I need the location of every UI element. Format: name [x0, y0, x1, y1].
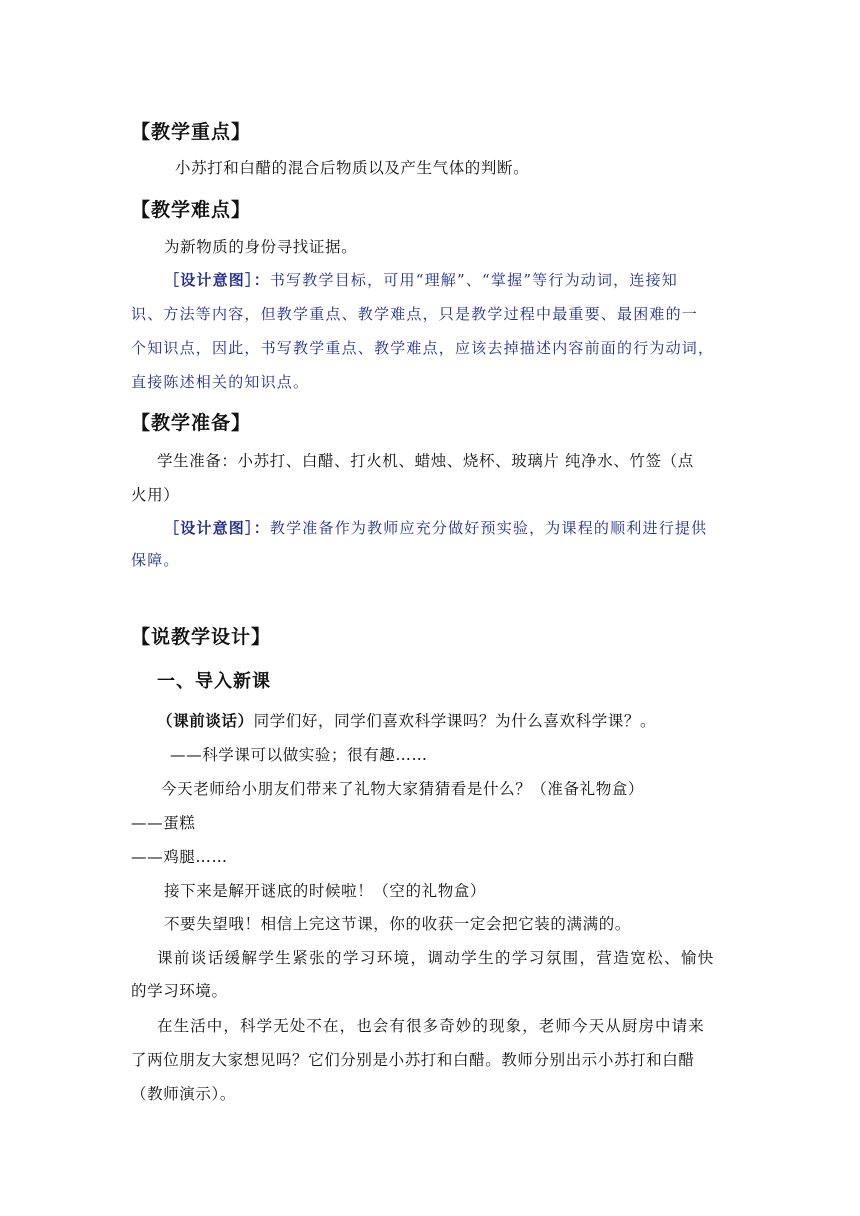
- design-intent-note-1: [164, 269, 678, 290]
- design-intent-line: 书写教学目标，可用“理解”、“掌握”等行为动词，连接知: [269, 271, 678, 289]
- heading-preparation: 【教学准备】: [131, 412, 252, 434]
- design-intent-line: 教学准备作为教师应充分做好预实验，为课程的顺利进行提供: [269, 519, 708, 537]
- preparation-text-line: 火用）: [131, 486, 180, 504]
- intro-dialogue: [157, 709, 656, 731]
- heading-difficulties: 【教学难点】: [131, 199, 252, 221]
- design-intent-line: 识、方法等内容，但教学重点、教学难点，只是教学过程中最重要、最困难的一: [131, 305, 699, 323]
- design-intent-line: 个知识点，因此，书写教学重点、教学难点，应该去掉描述内容前面的行为动词，: [131, 339, 715, 357]
- paragraph-line: 今天老师给小朋友们带来了礼物大家猜猜看是什么？（准备礼物盒）: [161, 780, 645, 798]
- paragraph-line: 了两位朋友大家想见吗？它们分别是小苏打和白醋。教师分别出示小苏打和白醋: [131, 1051, 695, 1069]
- intro-label: （课前谈话）: [157, 711, 254, 730]
- preparation-text-line: 学生准备：小苏打、白醋、打火机、蜡烛、烧杯、玻璃片 纯净水、竹签（点: [157, 452, 694, 470]
- paragraph-line: ——鸡腿……: [131, 848, 228, 866]
- paragraph-line: （教师演示）。: [131, 1085, 236, 1103]
- paragraph-line: ——科学课可以做实验；很有趣……: [170, 746, 428, 764]
- paragraph-line: ——蛋糕: [131, 814, 196, 832]
- design-intent-label: ［设计意图］：: [164, 519, 270, 537]
- difficulties-text: 为新物质的身份寻找证据。: [164, 238, 358, 256]
- key-points-text: 小苏打和白醋的混合后物质以及产生气体的判断。: [175, 159, 530, 177]
- design-intent-note-2: [164, 517, 707, 538]
- heading-design: 【说教学设计】: [131, 626, 272, 648]
- paragraph-line: 接下来是解开谜底的时候啦！（空的礼物盒）: [164, 882, 487, 900]
- design-intent-line: 直接陈述相关的知识点。: [131, 373, 310, 391]
- heading-key-points: 【教学重点】: [131, 121, 252, 143]
- paragraph-line: 的学习环境。: [131, 982, 228, 1000]
- intro-text: 同学们好，同学们喜欢科学课吗？为什么喜欢科学课？。: [253, 712, 657, 730]
- paragraph-line: 在生活中，科学无处不在，也会有很多奇妙的现象，老师今天从厨房中请来: [157, 1017, 705, 1035]
- paragraph-line: 不要失望哦！相信上完这节课，你的收获一定会把它装的满满的。: [164, 915, 631, 933]
- paragraph-line: 课前谈话缓解学生紧张的学习环境，调动学生的学习氛围，营造宽松、愉快: [157, 949, 715, 967]
- design-intent-line: 保障。: [131, 551, 180, 569]
- subheading-intro: 一、导入新课: [157, 671, 271, 692]
- design-intent-label: ［设计意图］：: [164, 271, 270, 289]
